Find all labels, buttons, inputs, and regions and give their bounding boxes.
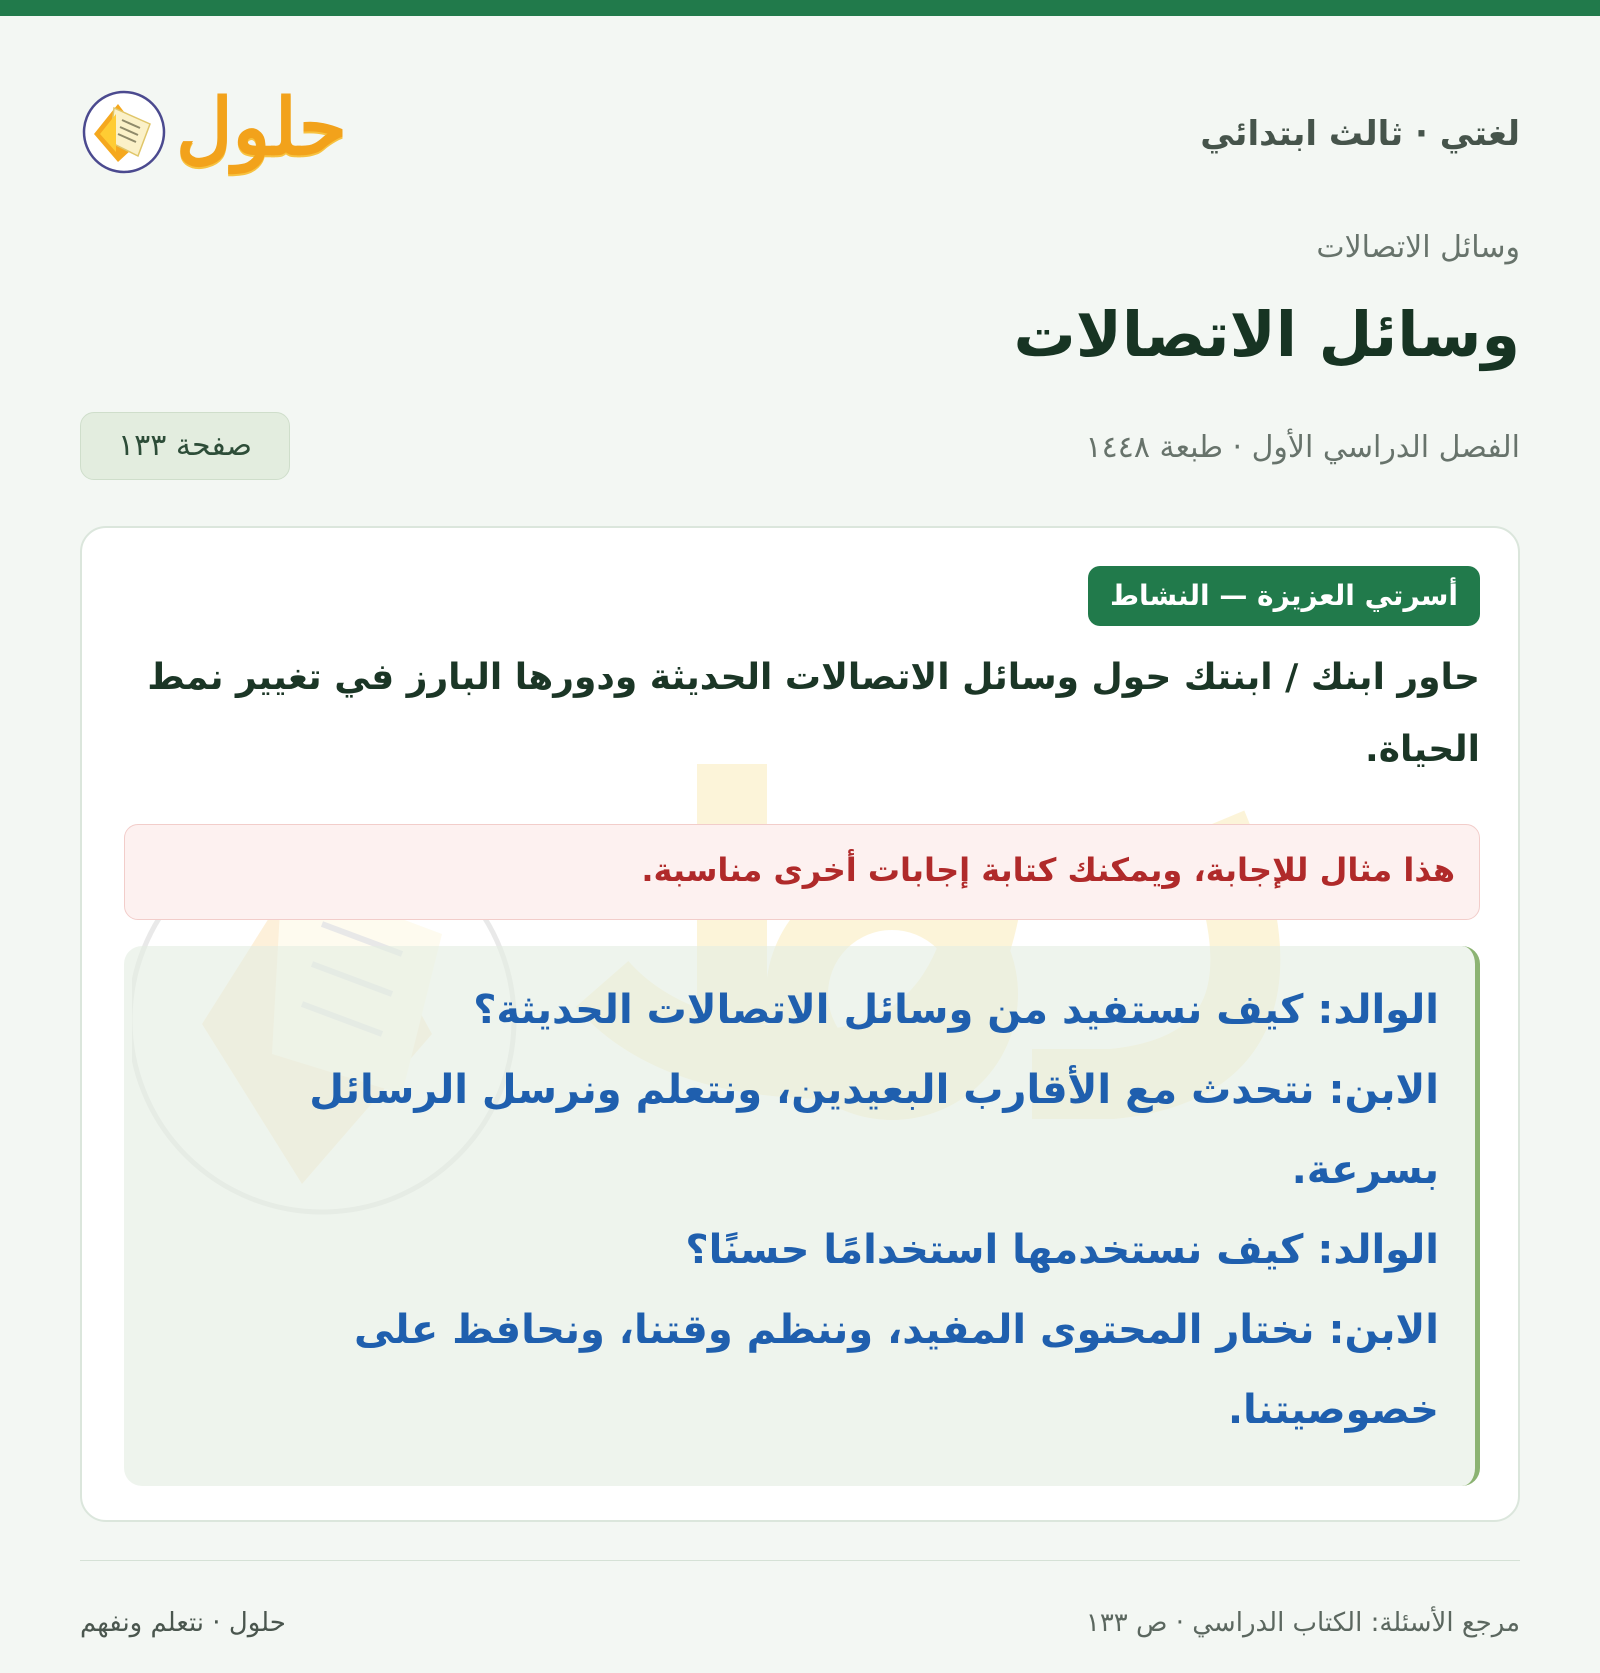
dialogue-line: الوالد: كيف نستخدمها استخدامًا حسنًا؟ — [685, 1227, 1439, 1273]
activity-prompt: حاور ابنك / ابنتك حول وسائل الاتصالات الحديثة ودورها البارز في تغيير نمط الحياة. — [147, 657, 1480, 770]
subject-label: لغتي · ثالث ابتدائي — [1200, 114, 1520, 154]
lesson-meta: الفصل الدراسي الأول · طبعة ١٤٤٨ — [1085, 430, 1520, 465]
page-number-badge: صفحة ١٣٣ — [80, 412, 290, 480]
activity-card — [80, 526, 1520, 1522]
breadcrumb[interactable]: وسائل الاتصالات — [1316, 230, 1520, 265]
dialogue-list — [149, 970, 1439, 1450]
example-note-text: هذا مثال للإجابة، ويمكنك كتابة إجابات أخرى مناسبة. — [641, 851, 1455, 889]
dialogue-line: الابن: نختار المحتوى المفيد، وننظم وقتنا، ونحافظ على خصوصيتنا. — [354, 1307, 1439, 1433]
dialogue-line: الابن: نتحدث مع الأقارب البعيدين، ونتعلم ونرسل الرسائل بسرعة. — [309, 1067, 1439, 1193]
header — [80, 72, 1520, 192]
book-diamond-icon — [80, 86, 170, 176]
dialogue-line: الوالد: كيف نستفيد من وسائل الاتصالات الحديثة؟ — [473, 987, 1439, 1033]
logo-wordmark: حلول — [176, 82, 348, 173]
page-title: وسائل الاتصالات — [1013, 298, 1520, 371]
top-accent-bar — [0, 0, 1600, 16]
activity-badge: أسرتي العزيزة — النشاط — [1088, 566, 1480, 626]
answer-box — [124, 946, 1480, 1486]
page — [80, 16, 1520, 1673]
footer-brand[interactable]: حلول · نتعلم ونفهم — [80, 1608, 286, 1638]
footer-reference: مرجع الأسئلة: الكتاب الدراسي · ص ١٣٣ — [1085, 1608, 1520, 1638]
footer-divider — [80, 1560, 1520, 1561]
example-note — [124, 824, 1480, 920]
site-logo[interactable] — [80, 82, 360, 182]
